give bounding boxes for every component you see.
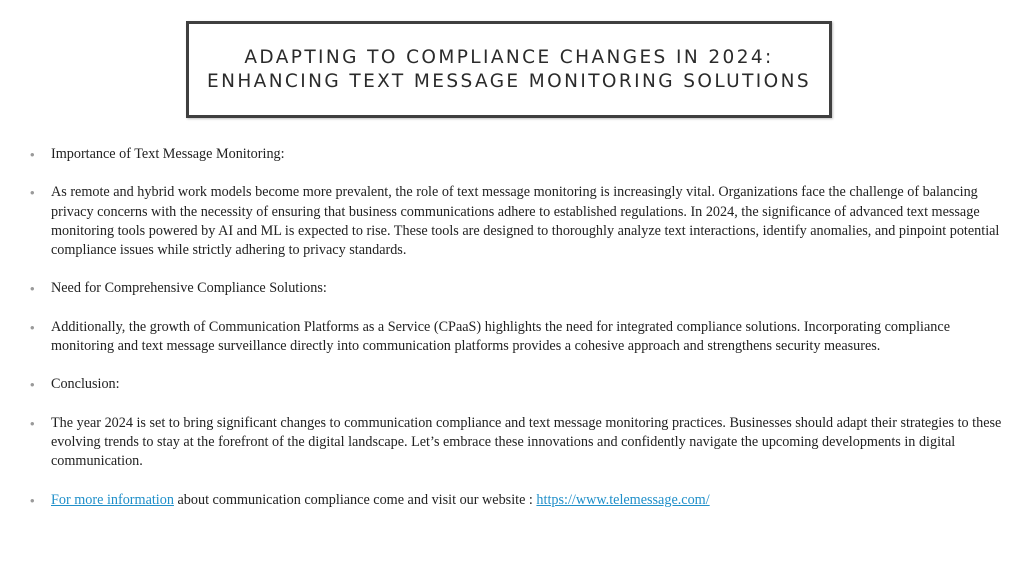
- bullet-item: [30, 318, 1002, 356]
- bullet-dot-icon: •: [30, 415, 35, 431]
- bullet-text: Conclusion:: [51, 376, 120, 393]
- bullet-dot-icon: •: [30, 281, 35, 297]
- footer-text: about communication compliance come and visit our website :: [173, 491, 537, 508]
- bullet-dot-icon: •: [30, 185, 35, 201]
- more-info-link[interactable]: For more information: [51, 491, 174, 508]
- bullet-dot-icon: •: [30, 492, 35, 508]
- bullet-item: [30, 414, 1002, 472]
- bullet-text: Importance of Text Message Monitoring:: [51, 146, 285, 162]
- bullet-item: [30, 183, 1002, 260]
- slide-content: [30, 145, 1002, 510]
- footer-bullet: [30, 491, 1002, 510]
- bullet-dot-icon: •: [30, 377, 35, 393]
- slide-title: ADAPTING TO COMPLIANCE CHANGES IN 2024: ENHANCING TEXT MESSAGE MONITORING SOLUTIONS: [207, 46, 811, 92]
- bullet-text: The year 2024 is set to bring significant changes to communication compliance and text message monitoring practices. Businesses should adapt their strategies to these evolving trends to stay at the forefront of the digital landscape. Let’s embrace these innovations and confidently navigate the upcoming developments in digital communication.: [51, 414, 1002, 470]
- bullet-item: [30, 279, 1002, 298]
- bullet-text: As remote and hybrid work models become more prevalent, the role of text message monitoring is increasingly vital. Organizations face the challenge of balancing privacy concerns with the necessity of ensuring that business communications adhere to established regulations. In 2024, the significance of advanced text message monitoring tools powered by AI and ML is expected to rise. These tools are designed to thoroughly analyze text interactions, identify anomalies, and pinpoint potential compliance issues while strictly adhering to privacy standards.: [51, 184, 1000, 258]
- bullet-text: Additionally, the growth of Communication Platforms as a Service (CPaaS) highlights the need for integrated compliance solutions. Incorporating compliance monitoring and text message surveillance directly into communication platforms provides a cohesive approach and strengthens security measures.: [51, 318, 950, 354]
- bullet-item: [30, 145, 1002, 164]
- bullet-text: Need for Comprehensive Compliance Solutions:: [51, 280, 327, 297]
- title-box: [186, 21, 832, 118]
- bullet-dot-icon: •: [30, 319, 35, 335]
- bullet-item: [30, 375, 1002, 394]
- bullet-dot-icon: •: [30, 147, 35, 162]
- website-link[interactable]: https://www.telemessage.com/: [536, 491, 710, 508]
